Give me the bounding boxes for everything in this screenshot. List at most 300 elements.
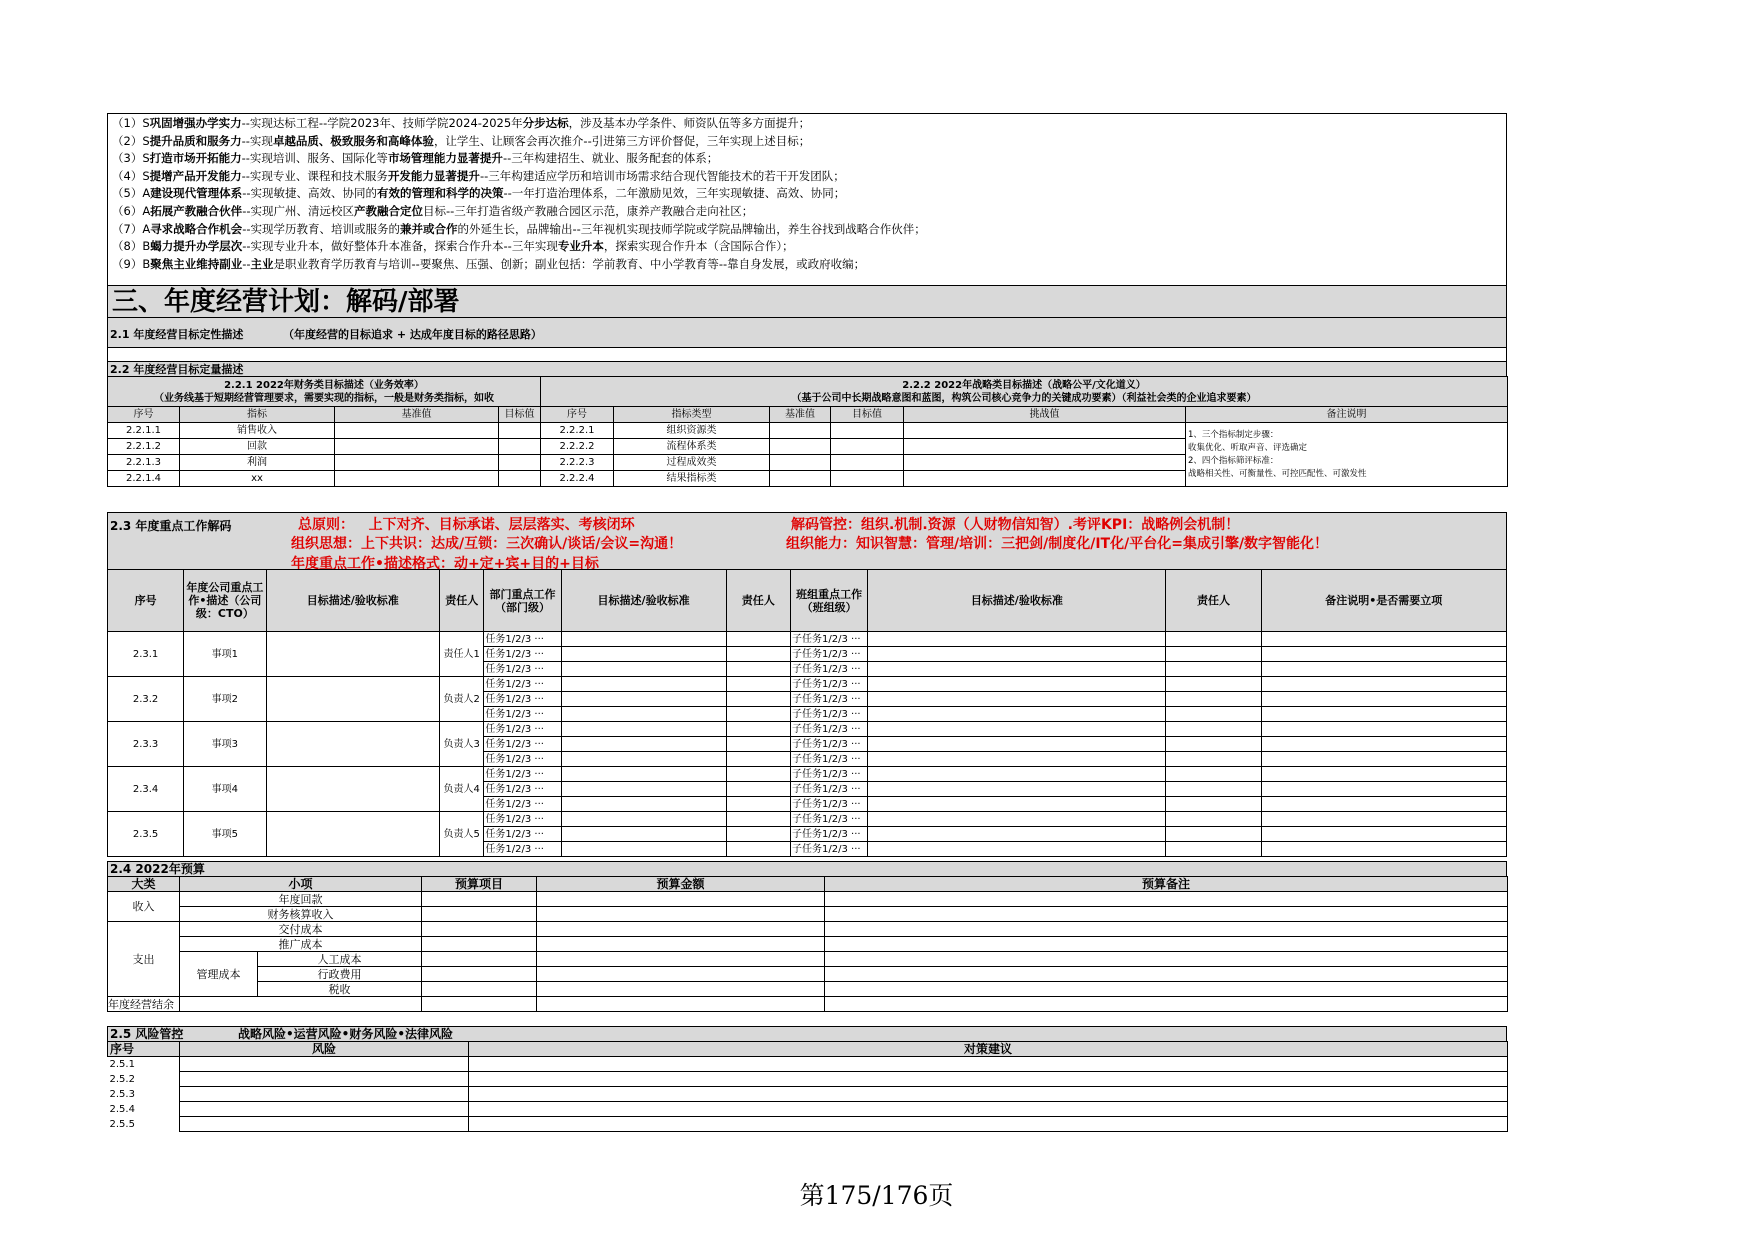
s23-col-header: 目标描述/验收标准 (266, 570, 439, 632)
s24-cell[interactable] (537, 967, 825, 982)
s24-expense-item-0: 交付成本 (180, 922, 422, 937)
s24-cell[interactable] (825, 967, 1508, 982)
s22-left-title-line: 2.2.1 2022年财务类目标描述（业务效率） (224, 379, 424, 391)
s23-cell[interactable] (1261, 842, 1506, 857)
objective-line (112, 238, 794, 255)
objective-segment: 卓越品质、极致服务和高峰体验 (272, 133, 434, 148)
objective-segment: （4）S (112, 168, 150, 183)
s23-col-header: 年度公司重点工作•描述（公司级：CTO） (184, 570, 266, 632)
s23-cell[interactable] (561, 752, 726, 767)
s22-left-title (108, 377, 541, 407)
objective-segment: ，让学生、让顾客会再次推介--引进第三方评价督促，三年实现上述目标； (433, 133, 811, 148)
s23-cell[interactable] (868, 647, 1166, 662)
s22-fin-no: 2.2.1.2 (108, 439, 180, 455)
s22-col-header: 序号 (541, 407, 614, 423)
objective-line (112, 185, 845, 202)
s24-cell[interactable] (825, 922, 1508, 937)
s24-cell[interactable] (825, 952, 1508, 967)
table-row (108, 722, 1507, 737)
s23-cell[interactable] (1166, 707, 1261, 722)
s22-cell[interactable] (904, 423, 1186, 439)
objective-line (112, 221, 926, 238)
s23-cell[interactable] (561, 722, 726, 737)
s23-cell[interactable] (1261, 737, 1506, 752)
s23-task: 任务1/2/3 ··· (484, 692, 561, 707)
s23-subtask: 子任务1/2/3 ··· (791, 812, 868, 827)
objective-segment: 的外延生长，品牌输出--三年视机实现技师学院或学院品牌输出，养生谷找到战略合作伙伴； (457, 221, 926, 236)
s22-cell[interactable] (499, 471, 541, 487)
objective-line (112, 115, 810, 132)
s23-no: 2.3.5 (108, 812, 184, 857)
s23-cell[interactable] (1166, 797, 1261, 812)
s22-fin-indicator: xx (180, 471, 335, 487)
s25-header (107, 1026, 1507, 1041)
s23-task: 任务1/2/3 ··· (484, 677, 561, 692)
s23-subtask: 子任务1/2/3 ··· (791, 692, 868, 707)
table-row (108, 767, 1507, 782)
s23-cell[interactable] (266, 767, 439, 812)
objective-line (112, 168, 845, 185)
table-row (108, 423, 1508, 439)
s23-cell[interactable] (868, 632, 1166, 647)
s23-cell[interactable] (1166, 677, 1261, 692)
s24-cell[interactable] (422, 952, 537, 967)
s24-cell[interactable] (825, 937, 1508, 952)
s22-col-header: 指标 (180, 407, 335, 423)
s24-income-cell: 收入 (108, 892, 180, 922)
s24-cell[interactable] (537, 997, 825, 1012)
s23-cell[interactable] (868, 827, 1166, 842)
s23-task: 任务1/2/3 ··· (484, 707, 561, 722)
s23-cell[interactable] (726, 632, 791, 647)
s23-subtask: 子任务1/2/3 ··· (791, 632, 868, 647)
objective-segment: 建设现代管理体系 (150, 186, 243, 201)
s23-cell[interactable] (726, 752, 791, 767)
s23-col-header: 序号 (108, 570, 184, 632)
s23-cell[interactable] (1166, 782, 1261, 797)
s23-subtask: 子任务1/2/3 ··· (791, 707, 868, 722)
s23-task: 任务1/2/3 ··· (484, 737, 561, 752)
s23-col-header: 目标描述/验收标准 (868, 570, 1166, 632)
s22-right-title (541, 377, 1508, 407)
s22-header (107, 361, 1507, 376)
s22-cell[interactable] (904, 439, 1186, 455)
s22-label: 2.2 年度经营目标定量描述 (110, 363, 244, 376)
s23-format: 年度重点工作•描述格式：动+定+宾+目的+目标 (291, 556, 599, 572)
s24-cell[interactable] (422, 967, 537, 982)
s23-subtask: 子任务1/2/3 ··· (791, 752, 868, 767)
s23-cell[interactable] (868, 677, 1166, 692)
s23-col-header: 责任人 (1166, 570, 1261, 632)
s23-cell[interactable] (266, 677, 439, 722)
objective-segment: （3）S (112, 151, 150, 166)
s22-cell[interactable] (335, 423, 499, 439)
s22-right-sub-line: （基于公司中长期战略意图和蓝图，构筑公司核心竞争力的关键成功要素）（利益社会类的企业追求要素） (791, 392, 1257, 404)
objective-segment: 分步达标 (522, 116, 569, 130)
s24-cell[interactable] (537, 982, 825, 997)
s23-item: 事项1 (184, 632, 266, 677)
s23-cell[interactable] (1166, 632, 1261, 647)
s23-cell[interactable] (1166, 662, 1261, 677)
s23-cell[interactable] (1166, 812, 1261, 827)
s25-h-measure: 对策建议 (469, 1042, 1508, 1057)
s24-cell[interactable] (537, 952, 825, 967)
s24-label: 2.4 2022年预算 (110, 862, 205, 876)
s22-fin-no: 2.2.1.1 (108, 423, 180, 439)
s24-cell[interactable] (422, 937, 537, 952)
s23-cell[interactable] (1261, 767, 1506, 782)
s23-cell[interactable] (868, 737, 1166, 752)
objective-segment: 专业升本 (557, 239, 604, 254)
s23-cell[interactable] (561, 797, 726, 812)
s23-col-header: 班组重点工作（班组级） (791, 570, 868, 632)
s22-str-type: 组织资源类 (614, 423, 770, 439)
s23-cell[interactable] (726, 797, 791, 812)
s22-col-header: 目标值 (499, 407, 541, 423)
s22-remark (1186, 423, 1508, 487)
s23-col-header: 责任人 (440, 570, 484, 632)
s23-subtask: 子任务1/2/3 ··· (791, 647, 868, 662)
s23-cell[interactable] (1166, 737, 1261, 752)
s24-h-item: 小项 (180, 877, 422, 892)
s23-cell[interactable] (266, 812, 439, 857)
s23-cell[interactable] (868, 752, 1166, 767)
s23-col-header: 责任人 (726, 570, 791, 632)
objective-segment: --实现达标工程--学院2023年、技师学院2024-2025年 (241, 116, 523, 130)
s25-cell[interactable] (180, 1117, 469, 1132)
s22-col-header: 挑战值 (904, 407, 1186, 423)
s21-header (107, 317, 1507, 347)
objective-segment: （2）S (112, 133, 150, 148)
s22-cell[interactable] (831, 423, 904, 439)
s23-cell[interactable] (561, 677, 726, 692)
objective-line (112, 150, 718, 167)
s24-mgmt-item-2: 税收 (258, 982, 422, 997)
s23-subtask: 子任务1/2/3 ··· (791, 662, 868, 677)
s23-task: 任务1/2/3 ··· (484, 782, 561, 797)
table-row (108, 677, 1507, 692)
s23-no: 2.3.1 (108, 632, 184, 677)
s23-subtask: 子任务1/2/3 ··· (791, 782, 868, 797)
s22-str-no: 2.2.2.3 (541, 455, 614, 471)
objective-segment: --实现敏捷、高效、协同的 (242, 186, 377, 201)
s23-cell[interactable] (1166, 752, 1261, 767)
s23-cell[interactable] (266, 632, 439, 677)
objective-segment: --三年构建招生、就业、服务配套的体系； (502, 151, 719, 166)
s23-ability: 组织能力：知识智慧：管理/培训：三把剑/制度化/IT化/平台化=集成引擎/数字智能化！ (786, 536, 1329, 552)
s23-cell[interactable] (1166, 647, 1261, 662)
s23-cell[interactable] (1166, 722, 1261, 737)
s23-cell[interactable] (561, 812, 726, 827)
s24-cell[interactable] (422, 997, 537, 1012)
objective-segment: --实现学历教育、培训或服务的 (242, 221, 400, 236)
s23-cell[interactable] (1261, 797, 1506, 812)
s24-h-amount: 预算金额 (537, 877, 825, 892)
objective-line (112, 203, 753, 220)
section-title-text: 三、年度经营计划：解码/部署 (112, 287, 460, 317)
s23-task: 任务1/2/3 ··· (484, 812, 561, 827)
s23-cell[interactable] (561, 767, 726, 782)
s24-mgmt-cell: 管理成本 (180, 952, 258, 997)
s22-cell[interactable] (770, 471, 831, 487)
s22-col-header: 基准值 (770, 407, 831, 423)
s25-table (107, 1041, 1508, 1132)
s25-no: 2.5.4 (108, 1102, 180, 1117)
s23-task: 任务1/2/3 ··· (484, 767, 561, 782)
s22-col-header: 基准值 (335, 407, 499, 423)
s23-cell[interactable] (726, 842, 791, 857)
objective-segment: 提升品质和服务力 (149, 133, 242, 148)
s23-cell[interactable] (561, 647, 726, 662)
s22-str-type: 过程成效类 (614, 455, 770, 471)
s23-cell[interactable] (726, 737, 791, 752)
s25-label: 2.5 风险管控 (110, 1027, 184, 1041)
s22-cell[interactable] (499, 455, 541, 471)
s23-task: 任务1/2/3 ··· (484, 632, 561, 647)
s25-cell[interactable] (180, 1102, 469, 1117)
s23-subtask: 子任务1/2/3 ··· (791, 722, 868, 737)
page-footer: 第175/176页 (799, 1181, 954, 1210)
s24-expense-item-1: 推广成本 (180, 937, 422, 952)
s24-cell[interactable] (422, 892, 537, 907)
s24-cell[interactable] (537, 892, 825, 907)
s24-closing: 年度经营结余 (108, 997, 180, 1012)
table-row (108, 812, 1507, 827)
objective-segment: （8）B (112, 239, 151, 254)
s22-remark-line: 1、三个指标制定步骤： (1188, 429, 1279, 440)
s23-cell[interactable] (726, 812, 791, 827)
objective-line (112, 256, 865, 273)
s23-subtask: 子任务1/2/3 ··· (791, 767, 868, 782)
s24-cell[interactable] (537, 937, 825, 952)
table-row (108, 1087, 1508, 1102)
objective-segment: ，探索实现合作升本（含国际合作）； (603, 239, 794, 254)
s23-col-header: 目标描述/验收标准 (561, 570, 726, 632)
s23-cell[interactable] (1166, 842, 1261, 857)
s23-cell[interactable] (1261, 692, 1506, 707)
objective-segment: 兼并或合作 (400, 221, 458, 236)
objective-segment: -- (242, 256, 251, 271)
s23-cell[interactable] (266, 722, 439, 767)
table-row (108, 1102, 1508, 1117)
s23-no: 2.3.2 (108, 677, 184, 722)
spreadsheet-page (107, 113, 1507, 1130)
s23-subtask: 子任务1/2/3 ··· (791, 677, 868, 692)
s25-cell[interactable] (469, 1102, 1508, 1117)
s23-cell[interactable] (561, 782, 726, 797)
s24-cell[interactable] (825, 982, 1508, 997)
s24-cell[interactable] (180, 997, 422, 1012)
s23-cell[interactable] (1261, 722, 1506, 737)
s25-cell[interactable] (180, 1087, 469, 1102)
s23-cell[interactable] (1261, 677, 1506, 692)
s23-cell[interactable] (868, 782, 1166, 797)
s22-remark-line: 战略相关性、可衡量性、可控匹配性、可激发性 (1188, 468, 1367, 479)
objective-segment: 目标--三年打造省级产教融合园区示范，康养产教融合走向社区； (423, 204, 754, 218)
s25-cell[interactable] (469, 1057, 1508, 1072)
s23-cell[interactable] (726, 767, 791, 782)
s23-cell[interactable] (726, 707, 791, 722)
objective-segment: 开发能力显著提升 (387, 168, 480, 183)
s22-cell[interactable] (770, 423, 831, 439)
s24-cell[interactable] (537, 922, 825, 937)
s22-fin-indicator: 回款 (180, 439, 335, 455)
s22-left-sub-line: （业务线基于短期经营管理要求，需要实现的指标，一般是财务类指标，如收 (154, 392, 494, 404)
strategic-objectives-list (107, 113, 1507, 285)
s22-str-type: 流程体系类 (614, 439, 770, 455)
s23-cell[interactable] (561, 737, 726, 752)
s23-cell[interactable] (868, 797, 1166, 812)
s22-fin-no: 2.2.1.3 (108, 455, 180, 471)
objective-segment: （5）A (112, 186, 151, 201)
s23-cell[interactable] (561, 632, 726, 647)
s22-cell[interactable] (904, 455, 1186, 471)
s23-subtask: 子任务1/2/3 ··· (791, 827, 868, 842)
s23-principle: 总原则： 上下对齐、目标承诺、层层落实、考核闭环 (298, 517, 635, 533)
s25-h-risk: 风险 (180, 1042, 469, 1057)
objective-segment: 市场管理能力显著提升 (387, 151, 503, 166)
objective-segment: 打造市场开拓能力 (149, 151, 242, 166)
s23-cell[interactable] (726, 662, 791, 677)
s23-cell[interactable] (726, 647, 791, 662)
s23-cell[interactable] (726, 677, 791, 692)
s22-remark-line: 收集优化、听取声音、评选确定 (1188, 442, 1308, 453)
s23-task: 任务1/2/3 ··· (484, 827, 561, 842)
s24-cell[interactable] (422, 907, 537, 922)
s23-cell[interactable] (1166, 692, 1261, 707)
s22-table (107, 376, 1508, 487)
objective-segment: ，涉及基本办学条件、师资队伍等多方面提升； (568, 116, 811, 130)
s22-cell[interactable] (499, 423, 541, 439)
s23-cell[interactable] (561, 842, 726, 857)
objective-segment: （9）B (112, 256, 151, 271)
s23-item: 事项3 (184, 722, 266, 767)
objective-segment: （1）S (112, 116, 150, 130)
s25-cell[interactable] (469, 1087, 1508, 1102)
s23-col-header: 部门重点工作（部门级） (484, 570, 561, 632)
objective-segment: --实现 (241, 133, 273, 148)
s23-item: 事项2 (184, 677, 266, 722)
s23-subtask: 子任务1/2/3 ··· (791, 842, 868, 857)
objective-segment: --三年构建适应学历和培训市场需求结合现代智能技术的若干开发团队； (479, 168, 845, 183)
s23-item: 事项5 (184, 812, 266, 857)
s23-cell[interactable] (868, 707, 1166, 722)
s22-col-header: 序号 (108, 407, 180, 423)
s24-cell[interactable] (825, 907, 1508, 922)
s22-cell[interactable] (831, 439, 904, 455)
s22-remark-line: 2、四个指标筛评标准： (1188, 455, 1279, 466)
s24-h-category: 大类 (108, 877, 180, 892)
s22-cell[interactable] (499, 439, 541, 455)
s23-cell[interactable] (868, 722, 1166, 737)
objective-segment: --实现专业升本，做好整体升本准备，探索合作升本--三年实现 (242, 239, 558, 254)
objective-segment: （6）A (112, 204, 151, 218)
s23-cell[interactable] (868, 767, 1166, 782)
objective-segment: 巩固增强办学实力 (149, 116, 242, 130)
s23-cell[interactable] (561, 707, 726, 722)
s23-cell[interactable] (1261, 782, 1506, 797)
s23-cell[interactable] (1261, 752, 1506, 767)
s21-note: （年度经营的目标追求 + 达成年度目标的路径思路） (283, 328, 542, 341)
s23-label: 2.3 年度重点工作解码 (110, 519, 232, 533)
s23-cell[interactable] (561, 662, 726, 677)
s23-cell[interactable] (1261, 647, 1506, 662)
s23-cell[interactable] (1261, 662, 1506, 677)
s23-col-header: 备注说明•是否需要立项 (1261, 570, 1506, 632)
s23-subtask: 子任务1/2/3 ··· (791, 797, 868, 812)
s22-cell[interactable] (335, 439, 499, 455)
s24-income-item-1: 财务核算收入 (180, 907, 422, 922)
s23-cell[interactable] (1261, 707, 1506, 722)
s22-cell[interactable] (831, 471, 904, 487)
s23-cell[interactable] (868, 692, 1166, 707)
s24-mgmt-item-0: 人工成本 (258, 952, 422, 967)
s22-cell[interactable] (904, 471, 1186, 487)
s24-income-item-0: 年度回款 (180, 892, 422, 907)
objective-segment: 是职业教育学历教育与培训--要聚焦、压强、创新；副业包括：学前教育、中小学教育等--靠自身发展，或政府收编； (273, 256, 866, 271)
objective-line (112, 133, 810, 150)
s22-cell[interactable] (335, 471, 499, 487)
s23-cell[interactable] (1166, 767, 1261, 782)
s22-cell[interactable] (831, 455, 904, 471)
objective-segment: 蝎力提升办学层次 (150, 239, 243, 254)
objective-segment: （7）A (112, 221, 151, 236)
s22-cell[interactable] (770, 439, 831, 455)
s22-cell[interactable] (335, 455, 499, 471)
s25-cell[interactable] (180, 1072, 469, 1087)
s25-no: 2.5.2 (108, 1072, 180, 1087)
s23-cell[interactable] (561, 827, 726, 842)
s25-cell[interactable] (180, 1057, 469, 1072)
s23-cell[interactable] (1166, 827, 1261, 842)
s23-cell[interactable] (868, 812, 1166, 827)
s23-task: 任务1/2/3 ··· (484, 662, 561, 677)
s24-table (107, 876, 1508, 1012)
section-title (107, 285, 1507, 317)
objective-segment: 有效的管理和科学的决策 (377, 186, 504, 201)
s24-cell[interactable] (825, 892, 1508, 907)
s23-task: 任务1/2/3 ··· (484, 752, 561, 767)
s23-cell[interactable] (1261, 812, 1506, 827)
s24-cell[interactable] (422, 982, 537, 997)
s22-str-no: 2.2.2.2 (541, 439, 614, 455)
s23-cell[interactable] (868, 842, 1166, 857)
s24-cell[interactable] (537, 907, 825, 922)
s23-cell[interactable] (1261, 827, 1506, 842)
s23-cell[interactable] (1261, 632, 1506, 647)
s22-col-header: 指标类型 (614, 407, 770, 423)
s23-cell[interactable] (726, 782, 791, 797)
s24-cell[interactable] (825, 997, 1508, 1012)
s23-owner: 负责人4 (440, 767, 484, 812)
s24-expense-cell: 支出 (108, 922, 180, 997)
s23-cell[interactable] (561, 692, 726, 707)
s22-cell[interactable] (770, 455, 831, 471)
s23-cell[interactable] (726, 722, 791, 737)
s23-cell[interactable] (726, 827, 791, 842)
s23-cell[interactable] (726, 692, 791, 707)
s23-cell[interactable] (868, 662, 1166, 677)
s25-cell[interactable] (469, 1072, 1508, 1087)
s25-no: 2.5.3 (108, 1087, 180, 1102)
objective-segment: 提增产品开发能力 (149, 168, 242, 183)
table-row (108, 632, 1507, 647)
s23-owner: 责任人1 (440, 632, 484, 677)
s25-cell[interactable] (469, 1117, 1508, 1132)
s24-cell[interactable] (422, 922, 537, 937)
objective-segment: --实现专业、课程和技术服务 (241, 168, 388, 183)
s22-right-title-line: 2.2.2 2022年战略类目标描述（战略公平/文化道义） (902, 379, 1146, 391)
